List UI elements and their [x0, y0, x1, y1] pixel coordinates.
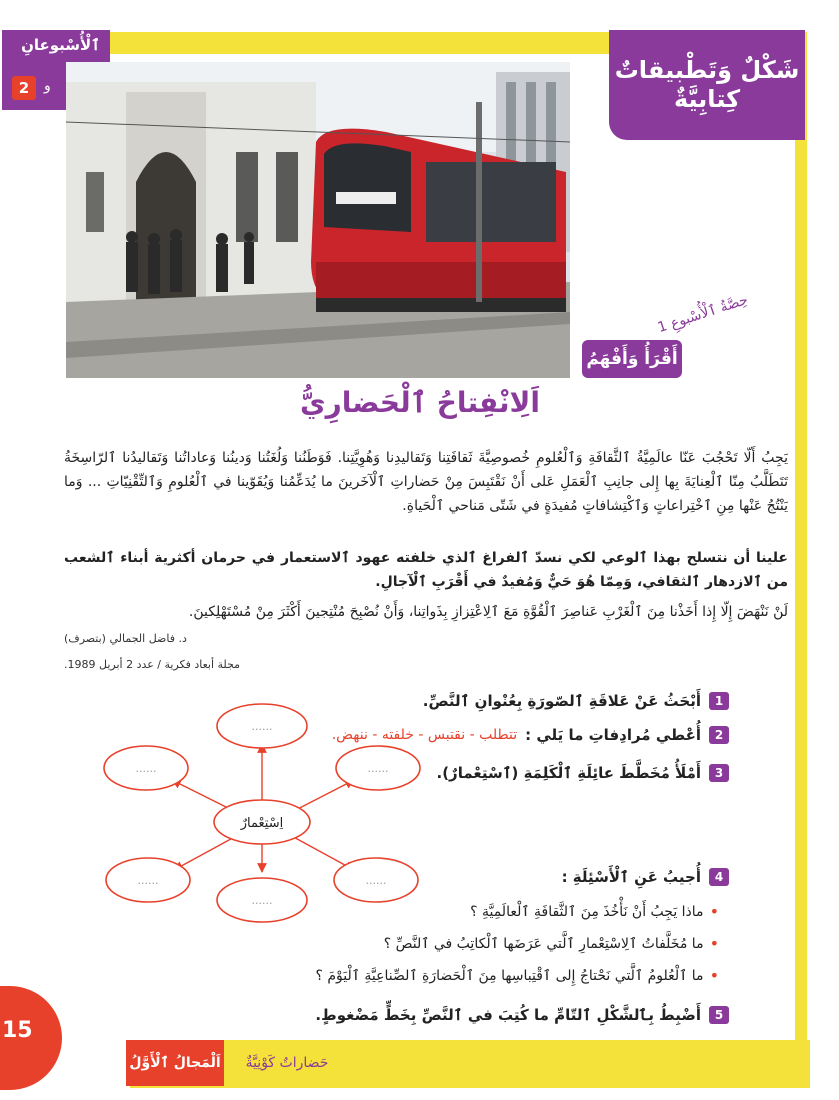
session-label: حِصَّةُ ٱلْأُسْبوعِ 1 [655, 291, 751, 337]
question-text: أَبْحَثُ عَنْ عَلاقَةِ ٱلصّورَةِ بِعُنْوانِ ٱلنَّصِّ. [422, 692, 701, 710]
word-family-diagram [92, 702, 432, 932]
question-text: أُعْطي مُرادِفاتِ ما يَلي : [525, 726, 701, 744]
diagram-center-word: اِسْتِعْمارٌ [240, 816, 284, 831]
question-4 [562, 868, 729, 886]
word-family-svg [92, 702, 432, 932]
question-3 [437, 764, 730, 782]
tram-photo [66, 62, 570, 378]
diagram-slot: ...... [365, 874, 387, 887]
question-1 [423, 692, 729, 710]
category-badge [609, 30, 805, 140]
question-number: 1 [709, 692, 729, 710]
weeks-label: ٱلْأُسْبوعانِ [21, 36, 100, 54]
sub-question-text: ماذا يَجِبُ أَنْ نَأْخُذَ مِنَ ٱلثَّقافَةِ ٱلْعالَمِيَّةِ ؟ [470, 903, 704, 920]
paragraph-1: يَجِبُ أَلّا تَحْجُبَ عَنّا عالَمِيَّةُ ٱلثَّقافَةِ وَٱلْعُلومِ خُصوصِيَّةَ ثَقافَتِنا وَتَقاليدِنا وَهُوِيَّتِنا. فَوَطَنُنا وَلُغَتُنا وَدينُنا وَعاداتُنا وَتَقاليدُنا ٱلرّاسِخَةُ تَتَطَلَّبُ مِنّا ٱلْعِنايَةَ بِها إِلى جانِبِ ٱلْعَمَلِ عَلى أَنْ نَقْتَبِسَ مِنْ حَضاراتِ ٱلْآخَرينَ ما يُدَعِّمُنا وَيُقَوّينا في ٱلْعُلومِ وَٱلتِّقْنِيّاتِ ... وَما يَنْتُجُ عَنْها مِنِ ٱخْتِراعاتٍ وَٱكْتِشافاتٍ مُفيدَةٍ في شَتّى مَناحي ٱلْحَياةِ. [64, 450, 788, 514]
synonym-words: تتطلب - نقتبس - خلفته - ننهض. [331, 727, 518, 743]
bullet-icon: • [709, 966, 719, 985]
sub-question-2 [384, 934, 719, 953]
question-number: 4 [709, 868, 729, 886]
bullet-icon: • [709, 934, 719, 953]
category-line2: كِتابِيَّةٌ [673, 85, 741, 113]
text-source: مجلة أبعاد فكرية / عدد 2 أبريل 1989. [64, 658, 241, 671]
sub-question-1 [470, 902, 719, 921]
category-line1: شَكْلٌ وَتَطْبيقاتٌ [614, 56, 800, 85]
bullet-icon: • [709, 902, 719, 921]
text-title: اَلِانْفِتاحُ ٱلْحَضارِيُّ [300, 386, 540, 419]
sub-question-text: ما مُخَلَّفاتُ ٱلِاسْتِعْمارِ ٱلَّتي عَرَضَها ٱلْكاتِبُ في ٱلنَّصِّ ؟ [383, 935, 704, 952]
question-number: 5 [709, 1006, 729, 1024]
diagram-slot: ...... [251, 894, 273, 907]
week-number-b: 2 [12, 76, 36, 100]
question-number: 2 [709, 726, 729, 744]
diagram-slot: ...... [135, 762, 157, 775]
question-text: أَمْلَأُ مُخَطَّطَ عائِلَةِ ٱلْكَلِمَةِ (ٱسْتِعْمارٌ). [436, 764, 701, 782]
footer-domain-label: اَلْمَجالُ ٱلْأَوَّلُ [126, 1040, 224, 1086]
diagram-slot: ...... [367, 762, 389, 775]
sub-question-3 [315, 966, 719, 985]
sub-question-text: ما ٱلْعُلومُ ٱلَّتي نَحْتاجُ إِلى ٱقْتِباسِها مِنَ ٱلْحَضارَةِ ٱلصِّناعِيَّةِ ٱلْيَوْمَ ؟ [315, 967, 704, 984]
paragraph-2: علينا أن نتسلح بهذا ٱلوعي لكي نسدّ ٱلفراغ ٱلذي خلفته عهود ٱلاستعمار في حرمان أكثرية أبناء ٱلشعب من ٱلازدهار ٱلثقافي، وَمِمّا هُوَ حَيٌّ وَمُفيدٌ في أَقْرَبِ ٱلْآجالِ. [64, 550, 788, 590]
question-5 [315, 1006, 729, 1024]
paragraph-3: لَنْ نَنْهَضَ إِلّا إِذا أَخَذْنا مِنَ ٱلْغَرْبِ عَناصِرَ ٱلْقُوَّةِ مَعَ ٱلِاعْتِزازِ بِذَواتِنا، وَأَنْ نُصْبِحَ مُنْتِجينَ أَكْثَرَ مِنْ مُسْتَهْلِكينَ. [188, 604, 788, 620]
weeks-conjunction: و [44, 78, 51, 94]
page-number: 15 [0, 986, 62, 1090]
question-text: أُجيبُ عَنِ ٱلْأَسْئِلَةِ : [561, 868, 701, 886]
reading-tag: أَقْرَأُ وَأَفْهَمُ [582, 340, 682, 378]
diagram-slot: ...... [251, 720, 273, 733]
footer-theme-label: حَضاراتٌ كَوْنِيَّةٌ [245, 1055, 329, 1071]
tram-photo-illustration [66, 62, 570, 378]
question-number: 3 [709, 764, 729, 782]
right-yellow-band [795, 32, 807, 1087]
text-author: د. فاضل الجمالي (بتصرف) [64, 632, 187, 645]
diagram-slot: ...... [137, 874, 159, 887]
question-text: أَضْبِطُ بِٱلشَّكْلِ ٱلتّامِّ ما كُتِبَ في ٱلنَّصِّ بِخَطٍّ مَضْغوطٍ. [315, 1006, 701, 1024]
